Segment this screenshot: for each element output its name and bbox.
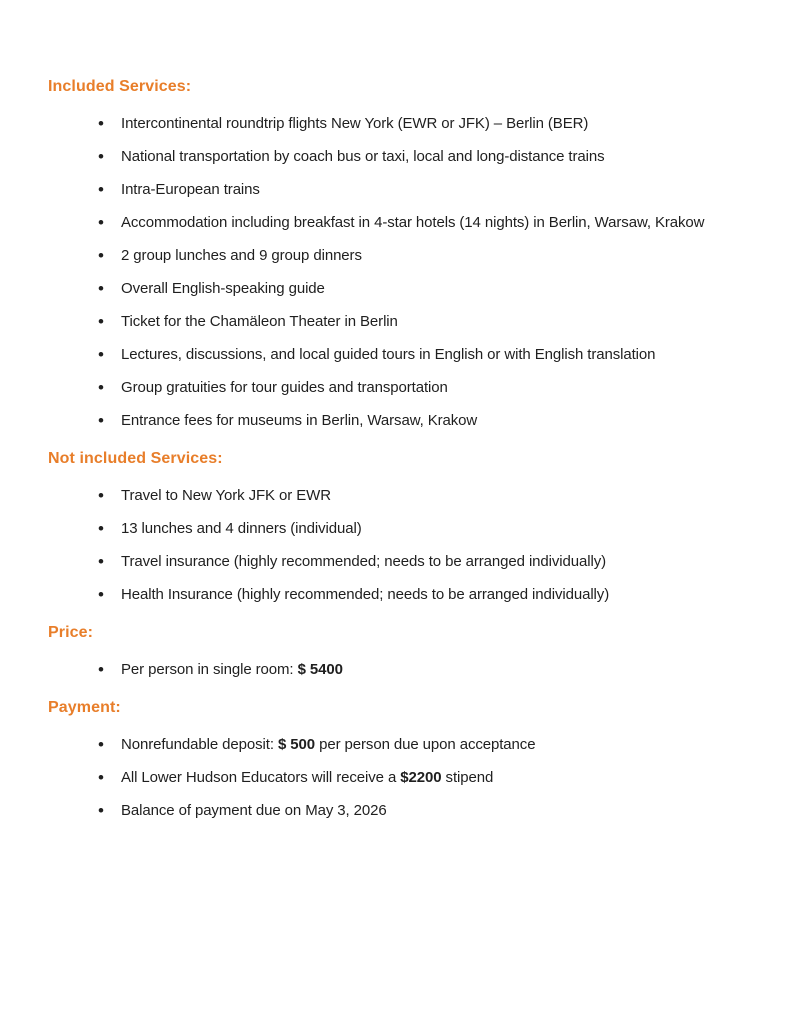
section-included-services [48,76,743,434]
item-text: Per person in single room: [121,661,298,678]
section-heading-not-included-services: Not included Services: [48,450,223,467]
item-text: Balance of payment due on May 3, 2026 [121,802,387,819]
item-text: 13 lunches and 4 dinners (individual) [121,520,362,537]
list-item [48,798,743,824]
list-item [48,243,743,269]
list-item [48,765,743,791]
item-text: Health Insurance (highly recommended; needs to be arranged individually) [121,586,610,603]
section-not-included-services [48,448,743,608]
section-payment [48,697,743,824]
item-text: Travel insurance (highly recommended; needs to be arranged individually) [121,553,607,570]
item-text-post: per person due upon acceptance [315,736,536,753]
section-price [48,622,743,683]
list-item [48,483,743,509]
item-bold-text: $ 500 [277,736,316,753]
list-item [48,732,743,758]
item-text: Ticket for the Chamäleon Theater in Berlin [121,313,398,330]
item-text: Overall English-speaking guide [121,280,325,297]
section-heading-payment: Payment: [48,699,121,716]
item-text: Entrance fees for museums in Berlin, Warsaw, Krakow [121,412,478,429]
item-text: Travel to New York JFK or EWR [121,487,331,504]
item-text: Lectures, discussions, and local guided tours in English or with English translation [121,346,656,363]
list-item [48,582,743,608]
list-item [48,111,743,137]
section-heading-price: Price: [48,624,94,641]
item-text-post: stipend [441,769,494,786]
list-item [48,516,743,542]
section-heading-included-services: Included Services: [48,78,192,95]
item-bold-text: $ 5400 [297,661,343,678]
item-text: 2 group lunches and 9 group dinners [121,247,362,264]
list-item [48,177,743,203]
item-text: Nonrefundable deposit: [121,736,278,753]
list-item [48,408,743,434]
item-text: National transportation by coach bus or taxi, local and long-distance trains [121,148,605,165]
price-list [48,657,743,683]
item-text: Intercontinental roundtrip flights New York (EWR or JFK) – Berlin (BER) [121,115,589,132]
payment-list [48,732,743,824]
list-item [48,342,743,368]
item-text: Accommodation including breakfast in 4-star hotels (14 nights) in Berlin, Warsaw, Krakow [121,214,705,231]
list-item [48,309,743,335]
list-item [48,657,743,683]
included-services-list [48,111,743,434]
list-item [48,375,743,401]
list-item [48,276,743,302]
item-text: Intra-European trains [121,181,260,198]
item-text: All Lower Hudson Educators will receive a [121,769,401,786]
list-item [48,210,743,236]
item-text: Group gratuities for tour guides and transportation [121,379,448,396]
list-item [48,144,743,170]
list-item [48,549,743,575]
not-included-services-list [48,483,743,608]
item-bold-text: $2200 [400,769,442,786]
